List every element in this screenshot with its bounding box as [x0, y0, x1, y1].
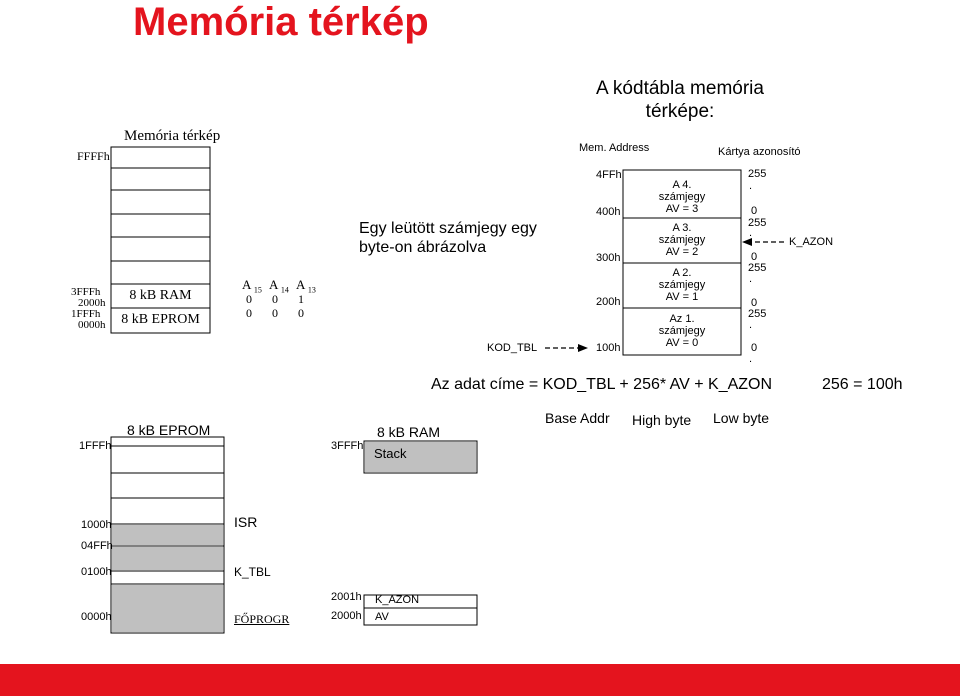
- left-map-addr-2000: 2000h: [78, 297, 106, 309]
- code-table-address: 300h: [596, 252, 621, 264]
- k-tbl-fill: [112, 547, 223, 570]
- ram-bit-a14: 0: [272, 292, 278, 306]
- card-id-min: 0: [751, 251, 758, 263]
- foprogr-label: FŐPROGR: [234, 612, 290, 626]
- addr-bit-a14-label: A $_{14}$: [269, 277, 289, 295]
- left-map-eprom-label: 8 kB EPROM: [121, 312, 200, 327]
- code-table-address: 400h: [596, 206, 621, 218]
- bottom-eprom-title: 8 kB EPROM: [127, 422, 211, 438]
- card-id-max: 255: [748, 217, 767, 229]
- code-table-entry: Az 1. számjegy AV = 0: [658, 313, 706, 349]
- eprom-bit-a15: 0: [246, 306, 252, 320]
- k-azon-label: K_AZON: [789, 236, 834, 248]
- left-map-column: [111, 147, 210, 333]
- bottom-k-azon-label: K_AZON: [375, 594, 420, 606]
- code-table-address: 4FFh: [596, 169, 622, 181]
- code-table-entry: A 2. számjegy AV = 1: [658, 267, 706, 303]
- card-id-max: 255: [748, 168, 767, 180]
- card-id-min: 0: [751, 297, 758, 309]
- k-azon-arrow-head: [742, 238, 752, 246]
- card-id-min: 0: [751, 342, 758, 354]
- card-id-max: 255: [748, 262, 767, 274]
- code-table-address: 200h: [596, 296, 621, 308]
- code-table-entry: A 3. számjegy AV = 2: [658, 222, 706, 258]
- eprom-bit-a14: 0: [272, 306, 278, 320]
- high-byte-label: High byte: [632, 412, 692, 428]
- bottom-addr-0100: 0100h: [81, 566, 112, 578]
- k-tbl-label: K_TBL: [234, 565, 271, 579]
- bottom-av-label: AV: [375, 611, 389, 623]
- equivalence-note: 256 = 100h: [822, 376, 903, 393]
- bottom-addr-2000: 2000h: [331, 610, 362, 622]
- addr-bit-a15-label: A $_{15}$: [242, 277, 262, 295]
- code-table-heading-line-1: A kódtábla memória: [596, 78, 764, 99]
- left-map-addr-3fff: 3FFFh: [71, 286, 101, 298]
- mem-address-header: Mem. Address: [579, 142, 650, 154]
- base-addr-label: Base Addr: [545, 410, 610, 426]
- bottom-addr-1fff: 1FFFh: [79, 440, 112, 452]
- bottom-addr-3fff: 3FFFh: [331, 440, 364, 452]
- bottom-addr-0000: 0000h: [81, 611, 112, 623]
- note-line-1: Egy leütött számjegy egy: [359, 220, 537, 237]
- bottom-ram-title: 8 kB RAM: [377, 424, 441, 440]
- code-table-address: 100h: [596, 342, 621, 354]
- address-formula: Az adat címe = KOD_TBL + 256* AV + K_AZON: [431, 376, 773, 393]
- low-byte-label: Low byte: [713, 410, 770, 426]
- ram-bit-a15: 0: [246, 292, 252, 306]
- card-id-dot: .: [749, 180, 753, 192]
- stack-label: Stack: [374, 446, 407, 461]
- card-id-dot: .: [749, 273, 753, 285]
- addr-bit-a13-label: A $_{13}$: [296, 277, 316, 295]
- left-map-addr-0000: 0000h: [78, 319, 106, 331]
- kod-tbl-arrow-head: [578, 344, 588, 352]
- note-line-2: byte-on ábrázolva: [359, 239, 487, 256]
- isr-fill: [112, 525, 223, 545]
- card-id-dot: .: [749, 227, 753, 239]
- eprom-bit-a13: 0: [298, 306, 304, 320]
- card-id-max: 255: [748, 308, 767, 320]
- left-map-ram-label: 8 kB RAM: [129, 288, 192, 303]
- card-id-dot: .: [749, 319, 753, 331]
- code-table-heading-line-2: térképe:: [645, 101, 715, 122]
- card-id-min: 0: [751, 205, 758, 217]
- page-title: Memória térkép: [133, 0, 429, 44]
- card-id-dot: .: [749, 353, 753, 365]
- bottom-addr-2001: 2001h: [331, 591, 362, 603]
- code-table-entry: A 4. számjegy AV = 3: [658, 179, 706, 215]
- left-map-heading: Memória térkép: [124, 128, 221, 144]
- kod-tbl-label: KOD_TBL: [487, 342, 538, 354]
- left-map-addr-1fff: 1FFFh: [71, 308, 101, 320]
- ram-bit-a13: 1: [298, 292, 304, 306]
- footer-red-bar: [0, 664, 960, 696]
- bottom-addr-1000: 1000h: [81, 519, 112, 531]
- card-id-header: Kártya azonosító: [718, 146, 801, 158]
- isr-label: ISR: [234, 514, 258, 530]
- left-map-top-address: FFFFh: [77, 149, 110, 163]
- bottom-addr-04ff: 04FFh: [81, 540, 113, 552]
- foprogr-fill: [112, 585, 223, 632]
